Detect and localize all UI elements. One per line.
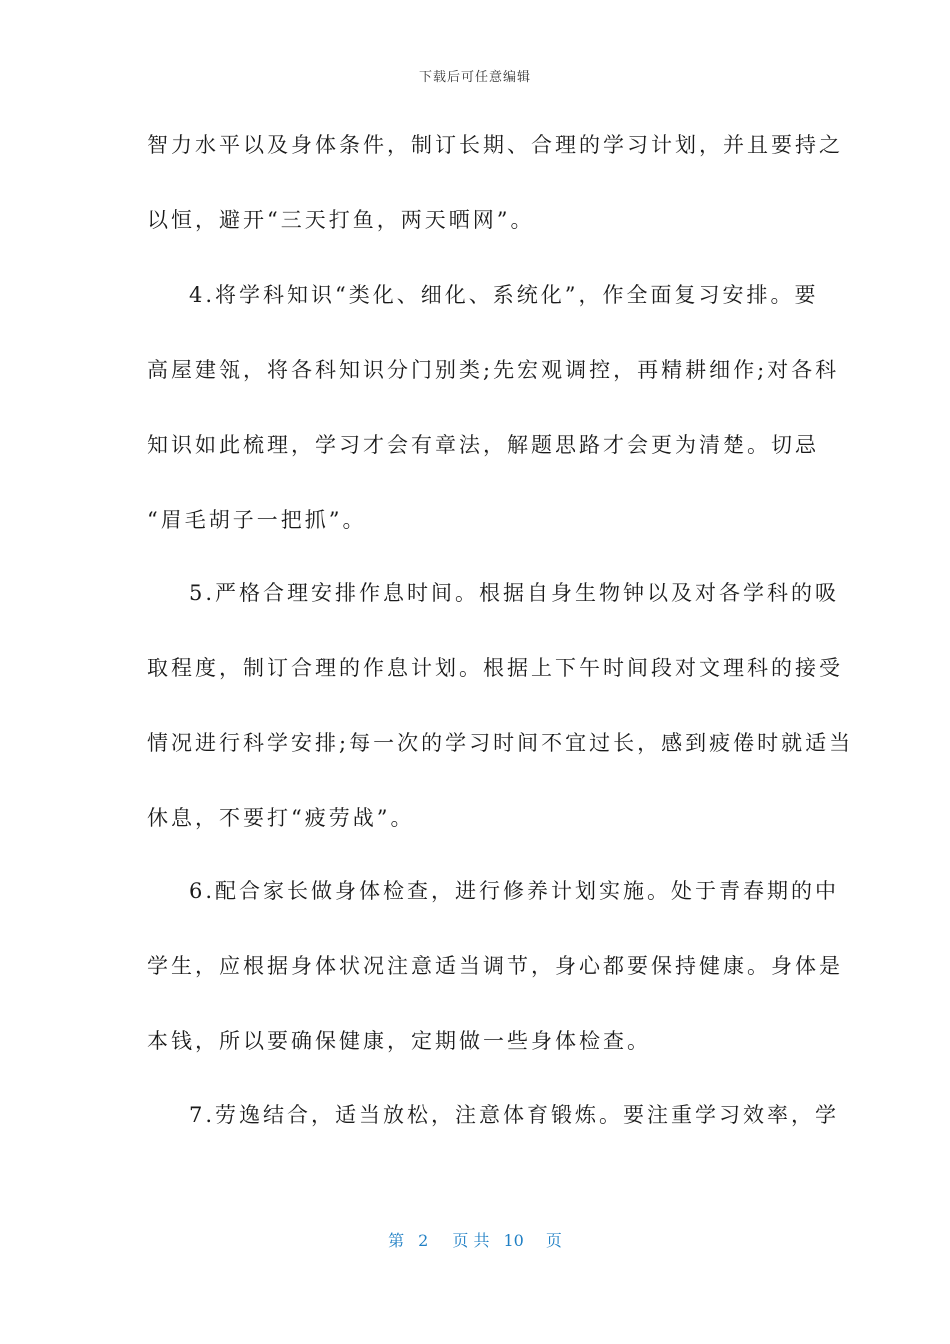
footer-suffix: 页	[545, 1231, 562, 1250]
footer-page-number: 2	[418, 1231, 429, 1250]
text-line: 5.严格合理安排作息时间。根据自身生物钟以及对各学科的吸	[189, 581, 840, 605]
text-line: 知识如此梳理，学习才会有章法，解题思路才会更为清楚。切忌	[147, 433, 819, 457]
text-line: 取程度，制订合理的作息计划。根据上下午时间段对文理科的接受	[147, 656, 843, 680]
text-line: “眉毛胡子一把抓”。	[147, 508, 367, 532]
text-line: 6.配合家长做身体检查，进行修养计划实施。处于青春期的中	[189, 879, 840, 903]
page-footer	[0, 1228, 950, 1251]
footer-prefix: 第	[388, 1231, 405, 1250]
text-line: 4.将学科知识“类化、细化、系统化”，作全面复习安排。要	[189, 283, 819, 307]
text-line: 智力水平以及身体条件，制订长期、合理的学习计划，并且要持之	[147, 133, 843, 157]
footer-total-pages: 10	[503, 1231, 524, 1250]
text-line: 以恒，避开“三天打鱼，两天晒网”。	[147, 208, 535, 232]
footer-middle: 页 共	[452, 1231, 490, 1250]
text-line: 高屋建瓴，将各科知识分门别类;先宏观调控，再精耕细作;对各科	[147, 358, 840, 382]
text-line: 学生，应根据身体状况注意适当调节，身心都要保持健康。身体是	[147, 954, 843, 978]
text-line: 本钱，所以要确保健康，定期做一些身体检查。	[147, 1029, 651, 1053]
page-header-note: 下载后可任意编辑	[418, 70, 531, 85]
text-line: 休息，不要打“疲劳战”。	[147, 806, 415, 830]
text-line: 情况进行科学安排;每一次的学习时间不宜过长，感到疲倦时就适当	[147, 731, 854, 755]
text-line: 7.劳逸结合，适当放松，注意体育锻炼。要注重学习效率，学	[189, 1103, 840, 1127]
